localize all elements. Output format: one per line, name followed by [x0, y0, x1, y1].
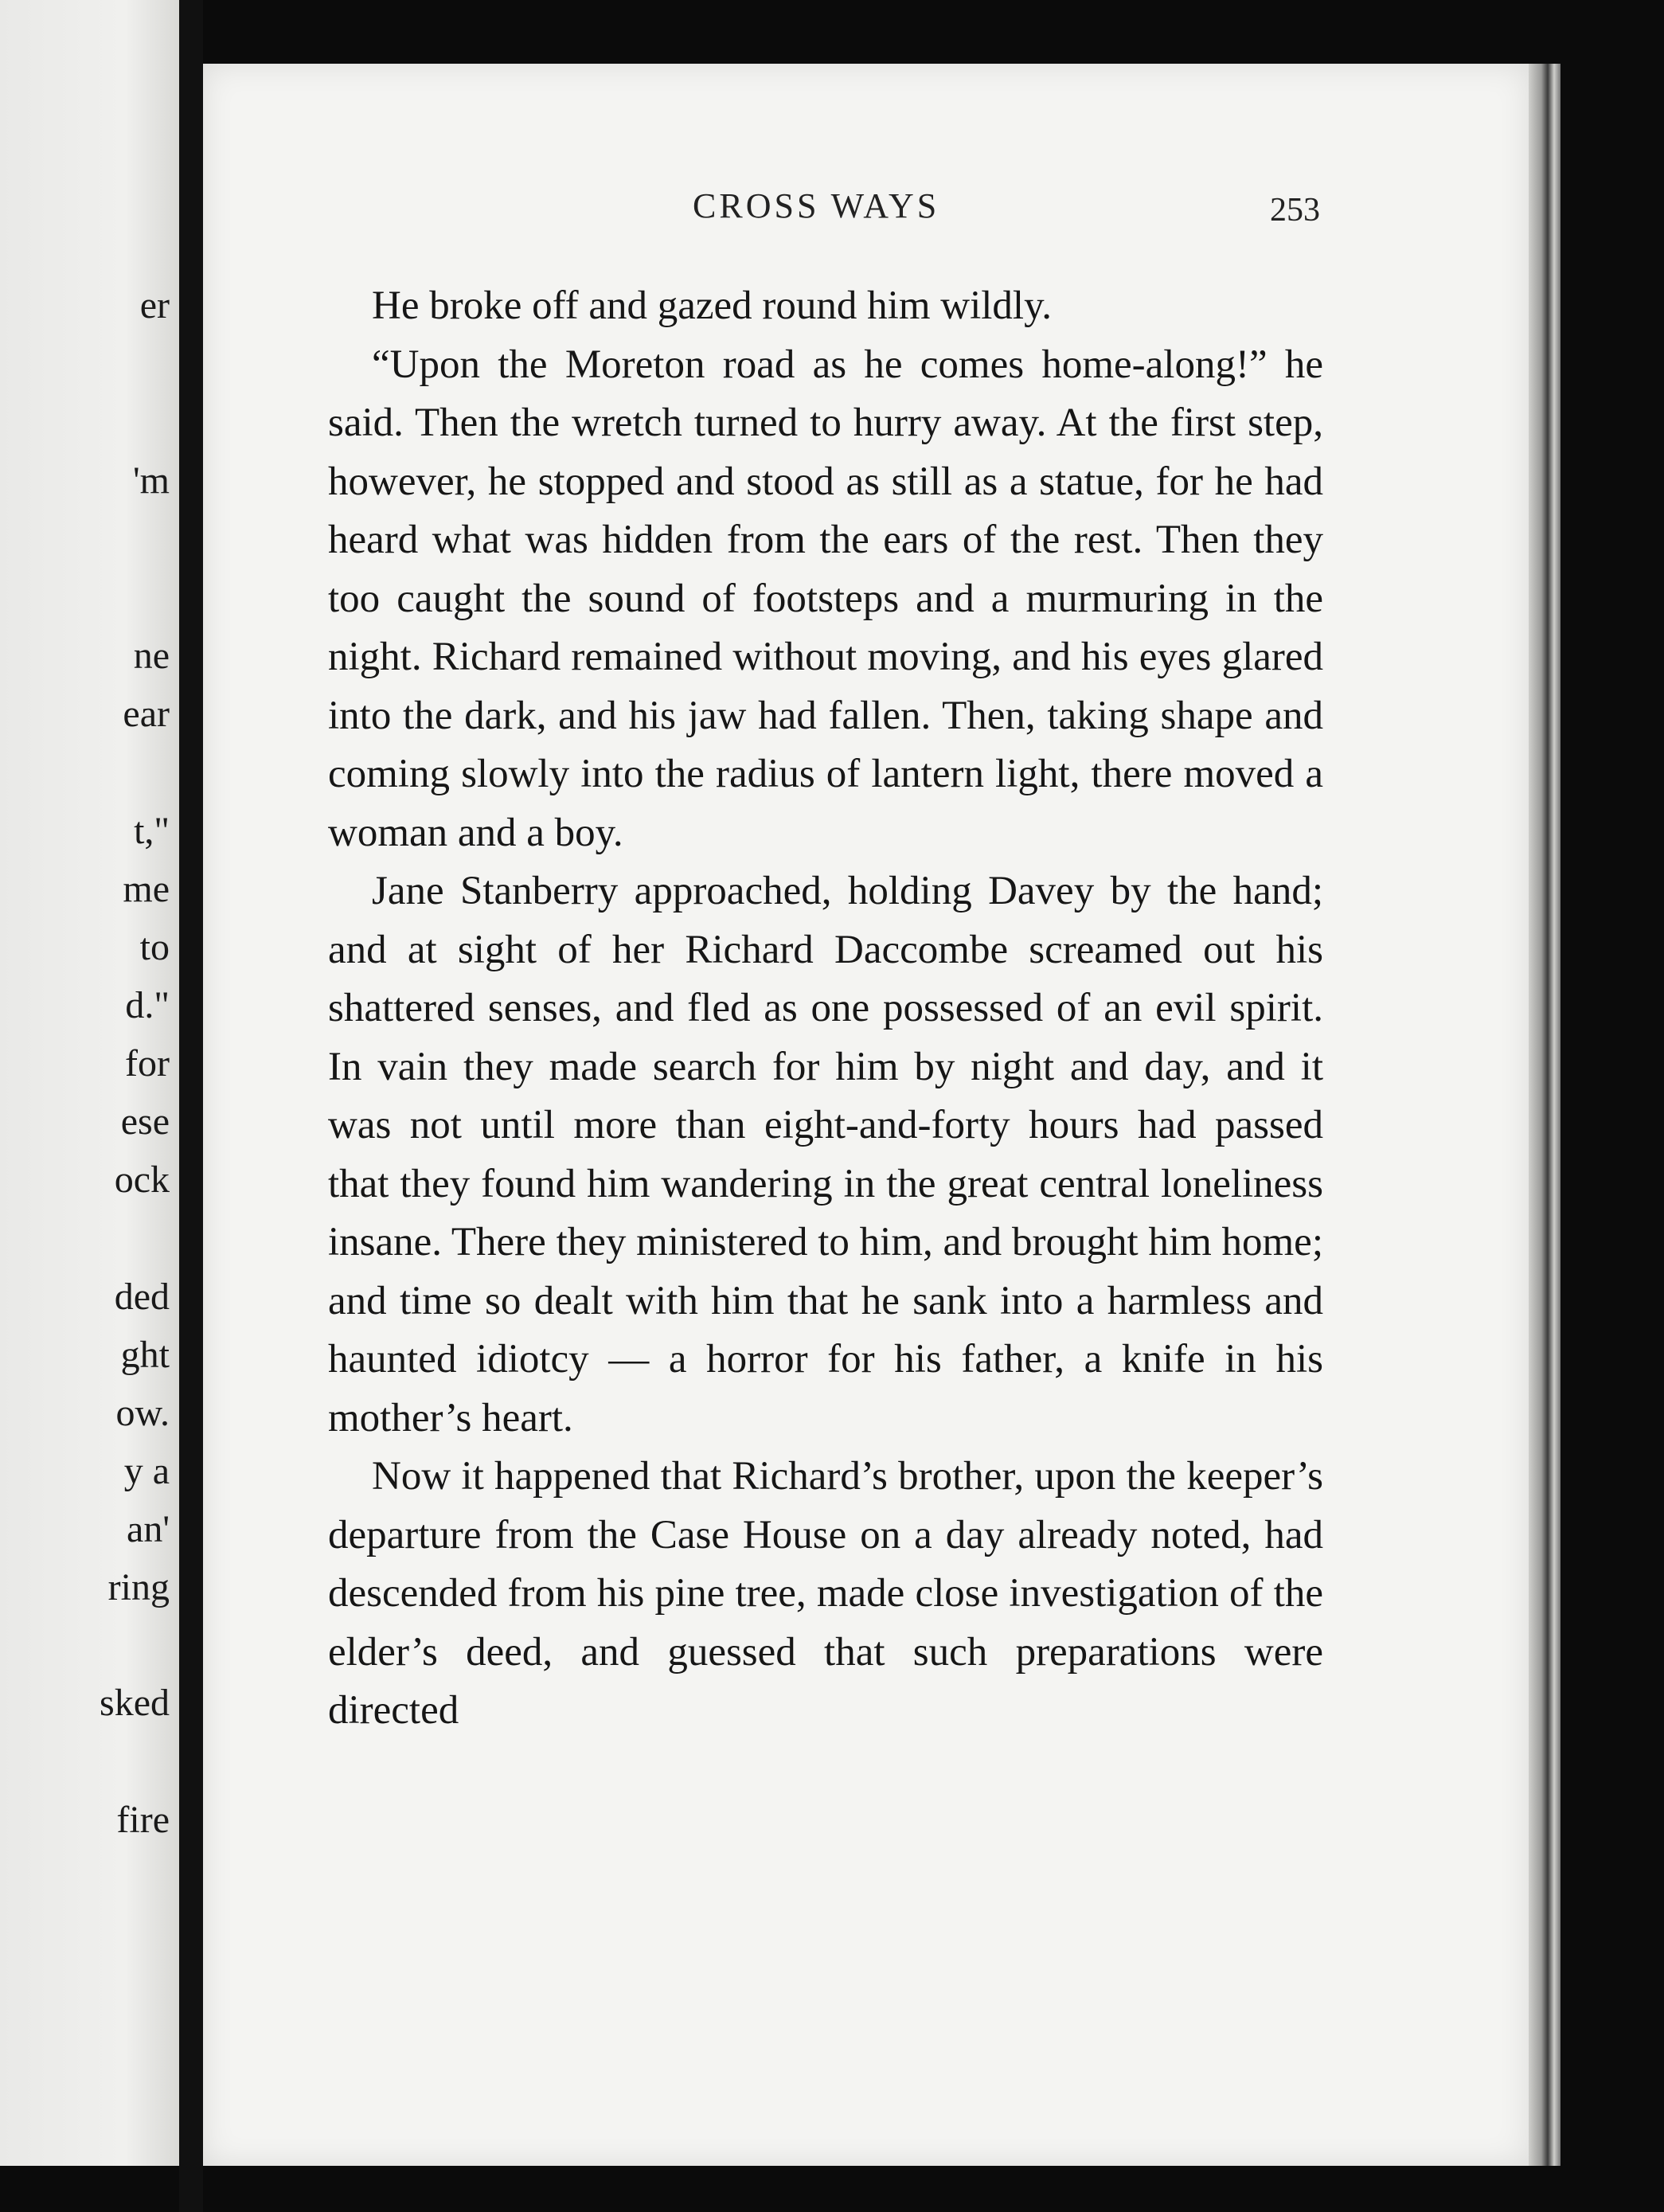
paragraph: “Upon the Moreton road as he comes home-along!” he said. Then the wretch turned to hurry away. At the first step, however, he stopped and stood as still as a statue, for he had heard what was hidden from the ears of the rest. Then they too caught the sound of footsteps and a murmuring in the night. Richard remained without moving, and his eyes glared into the dark, and his jaw had fallen. Then, taking shape and coming slowly into the radius of lantern light, there moved a woman and a boy.	[328, 342, 1323, 855]
running-head: CROSS WAYS	[693, 186, 940, 225]
left-page-fragment: for	[125, 1042, 170, 1085]
left-page-fragment: me	[123, 868, 170, 910]
left-page-fragment: fire	[116, 1799, 170, 1841]
left-page-fragment: er	[139, 284, 170, 326]
left-page-fragment: ock	[114, 1159, 170, 1201]
left-page-fragment: y a	[123, 1450, 170, 1492]
page-edge	[1529, 64, 1560, 2166]
paragraph: Jane Stanberry approached, holding Davey by the hand; and at sight of her Richard Daccombe screamed out his shattered senses, and fled as one possessed of an evil spirit. In vain they made search for him by night and day, and it was not until more than eight-and-forty hours had passed that they found him wandering in the great central loneliness insane. There they ministered to him, and brought him home; and time so dealt with him that he sank into a harmless and haunted idiotcy — a horror for his father, a knife in his mother’s heart.	[328, 869, 1323, 1440]
left-page-fragment: to	[139, 926, 170, 968]
left-page-fragment: ded	[114, 1276, 170, 1318]
left-page-fragment: sked	[100, 1682, 170, 1724]
page-number: 253	[1270, 192, 1320, 229]
left-page-fragment: t,"	[134, 810, 170, 852]
book-gutter	[179, 0, 203, 2212]
left-page-fragment: ear	[123, 693, 170, 735]
paragraph: He broke off and gazed round him wildly.	[372, 283, 1053, 328]
left-page-fragment: an'	[127, 1508, 170, 1550]
left-page-fragment: ne	[133, 635, 170, 677]
left-page-fragment: d."	[125, 984, 170, 1026]
left-page-fragment: ring	[107, 1566, 170, 1608]
left-page-fragment: ght	[120, 1334, 170, 1376]
body-text	[328, 277, 1323, 1741]
left-page-fragment: ese	[120, 1100, 170, 1143]
left-page-fragment: ow.	[115, 1392, 170, 1434]
left-page-fragment: 'm	[133, 459, 170, 502]
left-facing-page	[0, 0, 179, 2166]
paragraph: Now it happened that Richard’s brother, upon the keeper’s departure from the Case House on a day already noted, had descended from his pine tree, made close investigation of the elder’s deed, and guessed that such preparations were directed	[328, 1454, 1323, 1733]
